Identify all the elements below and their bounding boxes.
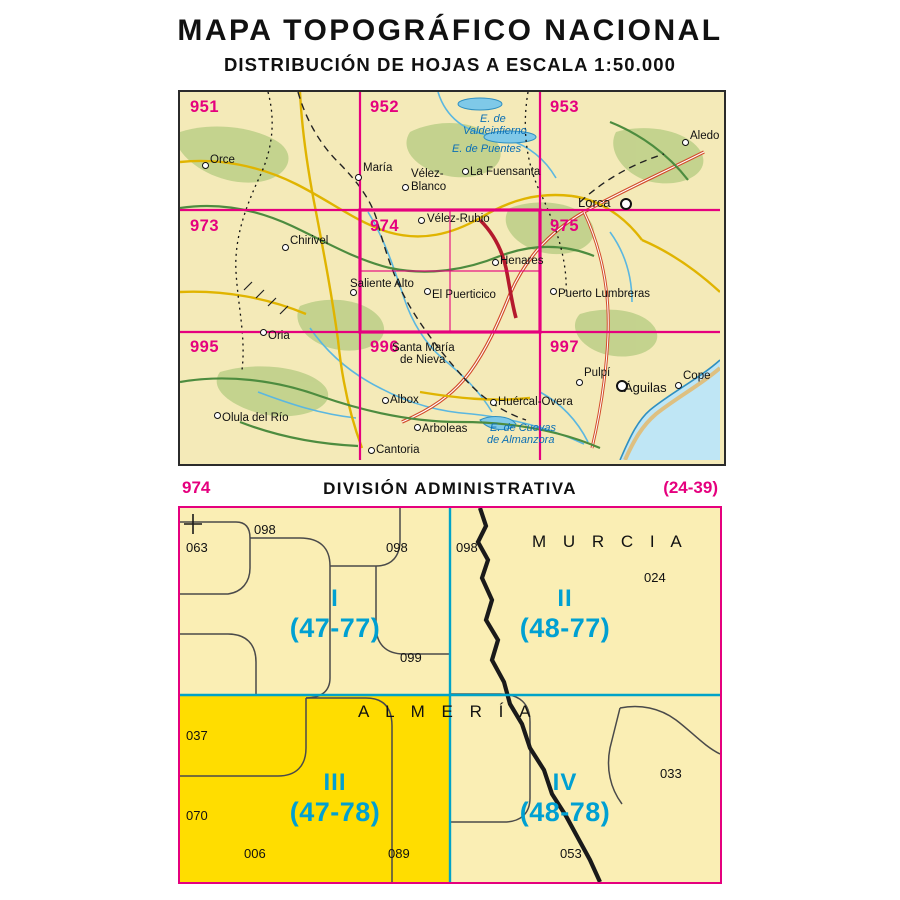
sheet-number: 973 bbox=[190, 217, 220, 235]
place-dot bbox=[576, 379, 583, 386]
admin-header bbox=[178, 478, 722, 506]
water-label: de Almanzora bbox=[487, 434, 555, 446]
sheet-number: 974 bbox=[370, 217, 400, 235]
place-dot bbox=[620, 198, 632, 210]
place-label: Huércal-Overa bbox=[498, 396, 573, 408]
place-dot bbox=[402, 184, 409, 191]
quadrant-code: (47-78) bbox=[289, 796, 381, 827]
admin-title: DIVISIÓN ADMINISTRATIVA bbox=[323, 479, 577, 498]
place-dot bbox=[682, 139, 689, 146]
place-dot bbox=[418, 217, 425, 224]
admin-sheet-number: 974 bbox=[182, 478, 211, 497]
admin-coordinate-code: (24-39) bbox=[663, 478, 718, 497]
sheet-number: 951 bbox=[190, 98, 220, 116]
place-dot bbox=[282, 244, 289, 251]
place-label: Santa María bbox=[392, 342, 455, 354]
sheet-number: 952 bbox=[370, 98, 400, 116]
place-dot bbox=[382, 397, 389, 404]
edge-number: 098 bbox=[386, 540, 408, 555]
quadrant-roman: I bbox=[331, 585, 339, 612]
place-label: Lorca bbox=[578, 195, 611, 210]
place-dot bbox=[368, 447, 375, 454]
place-label: Henares bbox=[500, 255, 544, 267]
quadrant-code: (48-77) bbox=[519, 612, 611, 643]
edge-number: 098 bbox=[456, 540, 478, 555]
quadrant-label-i bbox=[250, 586, 420, 643]
place-label: La Fuensanta bbox=[470, 166, 541, 178]
administrative-division-panel bbox=[178, 478, 722, 882]
place-label: Arboleas bbox=[422, 423, 468, 435]
place-dot bbox=[214, 412, 221, 419]
place-dot bbox=[414, 424, 421, 431]
quadrant-roman: IV bbox=[552, 769, 578, 796]
edge-number: 037 bbox=[186, 728, 208, 743]
sheet-number: 997 bbox=[550, 338, 580, 356]
water-label: E. de Cuevas bbox=[490, 422, 557, 434]
province-label-murcia: M U R C I A bbox=[532, 532, 688, 551]
place-label: Albox bbox=[390, 394, 419, 406]
page-header bbox=[0, 0, 900, 76]
place-label: María bbox=[363, 162, 393, 174]
place-dot bbox=[202, 162, 209, 169]
map-graphics bbox=[180, 92, 720, 460]
place-label: Cantoria bbox=[376, 444, 420, 456]
place-dot bbox=[424, 288, 431, 295]
quadrant-label-iv bbox=[480, 770, 650, 827]
edge-number: 033 bbox=[660, 766, 682, 781]
place-label: Blanco bbox=[411, 181, 447, 193]
quadrant-code: (48-78) bbox=[519, 796, 611, 827]
page-subtitle: DISTRIBUCIÓN DE HOJAS A ESCALA 1:50.000 bbox=[223, 54, 677, 75]
edge-number: 089 bbox=[388, 846, 410, 861]
place-dot bbox=[462, 168, 469, 175]
place-label: Puerto Lumbreras bbox=[558, 288, 651, 300]
place-label: El Puerticico bbox=[432, 289, 496, 301]
place-dot bbox=[355, 174, 362, 181]
sheet-number: 953 bbox=[550, 98, 580, 116]
place-label: Águilas bbox=[624, 380, 667, 395]
edge-number: 006 bbox=[244, 846, 266, 861]
sheet-number: 975 bbox=[550, 217, 580, 235]
place-dot bbox=[490, 399, 497, 406]
water-label: Valdeinfierno bbox=[463, 125, 527, 137]
quadrant-roman: II bbox=[557, 585, 573, 612]
province-label-almeria: A L M E R Í A bbox=[358, 702, 537, 721]
place-dot bbox=[260, 329, 267, 336]
place-label: Olula del Río bbox=[222, 412, 289, 424]
topographic-index-map bbox=[178, 90, 726, 466]
place-label: Orce bbox=[210, 154, 235, 166]
page-title: MAPA TOPOGRÁFICO NACIONAL bbox=[177, 14, 723, 47]
place-dot bbox=[350, 289, 357, 296]
place-dot bbox=[492, 259, 499, 266]
water-label: E. de Puentes bbox=[452, 143, 522, 155]
place-label: Chirivel bbox=[290, 235, 329, 247]
place-label: Saliente Alto bbox=[350, 278, 414, 290]
quadrant-code: (47-77) bbox=[289, 612, 381, 643]
place-label: Oria bbox=[268, 330, 290, 342]
place-label: Cope bbox=[683, 370, 711, 382]
water-label: E. de bbox=[480, 113, 506, 125]
admin-map bbox=[178, 506, 722, 884]
edge-number: 024 bbox=[644, 570, 666, 585]
place-label: Pulpí bbox=[584, 367, 611, 379]
edge-number: 099 bbox=[400, 650, 422, 665]
sheet-number: 996 bbox=[370, 338, 400, 356]
place-label: Aledo bbox=[690, 130, 720, 142]
edge-number: 053 bbox=[560, 846, 582, 861]
sheet-number: 995 bbox=[190, 338, 220, 356]
quadrant-label-ii bbox=[480, 586, 650, 643]
edge-number: 070 bbox=[186, 808, 208, 823]
edge-number: 063 bbox=[186, 540, 208, 555]
place-dot bbox=[550, 288, 557, 295]
place-label: Vélez-Rubio bbox=[427, 213, 490, 225]
edge-number: 098 bbox=[254, 522, 276, 537]
quadrant-label-iii bbox=[250, 770, 420, 827]
place-label: Vélez- bbox=[411, 168, 444, 180]
place-dot bbox=[675, 382, 682, 389]
quadrant-roman: III bbox=[323, 769, 347, 796]
place-label: de Nieva bbox=[400, 354, 446, 366]
